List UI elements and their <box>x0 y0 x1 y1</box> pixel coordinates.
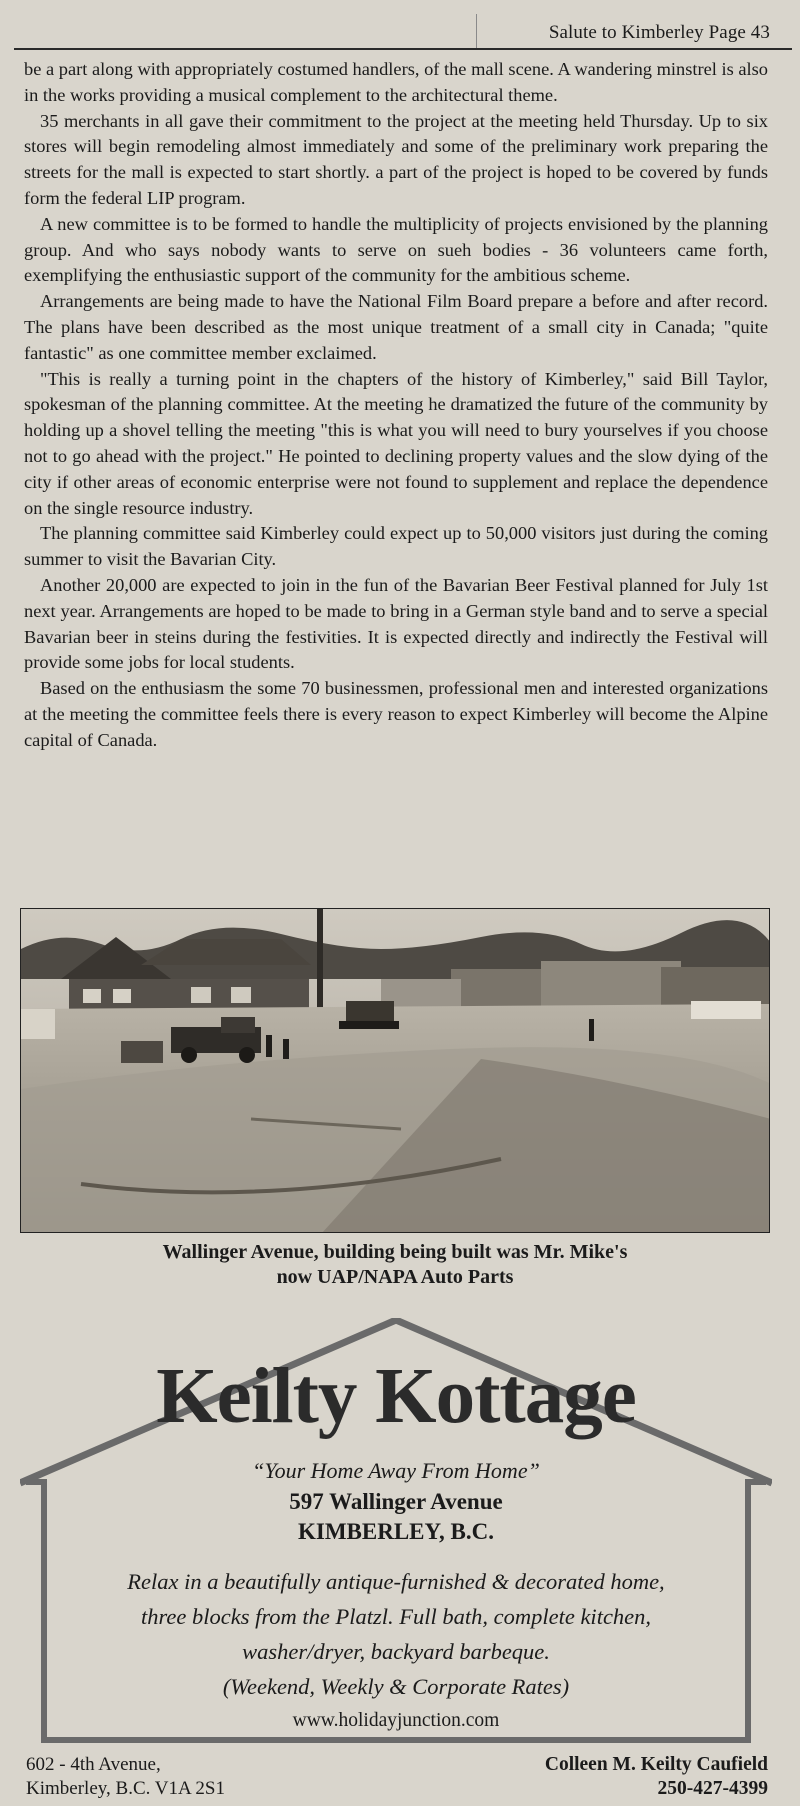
ad-mailing-address <box>26 1753 225 1801</box>
address-line: Kimberley, B.C. V1A 2S1 <box>26 1778 225 1799</box>
photo-illustration <box>21 909 770 1233</box>
caption-line: Wallinger Avenue, building being built was Mr. Mike's <box>162 1241 628 1263</box>
ad-website-link[interactable]: www.holidayjunction.com <box>292 1710 500 1731</box>
article-paragraph: Another 20,000 are expected to join in the fun of the Bavarian Beer Festival planned for July 1st next year. Arrangements are hoped to be made to bring in a German style band and to serve a special Bavarian beer in steins during the festivities. It is expected directly and indirectly the Festival will provide some jobs for local students. <box>24 574 768 673</box>
article-paragraph: 35 merchants in all gave their commitment to the project at the meeting held Thursday. Up to six stores will begin remodeling almost immediately and some of the preliminary work preparing the streets for the mall is expected to start shortly. a part of the project is hoped to be covered by funds form the federal LIP program. <box>24 110 768 208</box>
keilty-kottage-ad <box>20 1318 772 1746</box>
caption-line: now UAP/NAPA Auto Parts <box>276 1266 514 1288</box>
ad-description-line: three blocks from the Platzl. Full bath, complete kitchen, <box>140 1604 652 1629</box>
ad-title: Keilty Kottage <box>156 1353 636 1440</box>
article-paragraph: Based on the enthusiasm the some 70 businessmen, professional men and interested organizations at the meeting the committee feels there is every reason to expect Kimberley will become the Alpine capital of Canada. <box>24 678 768 750</box>
ad-description-line: (Weekend, Weekly & Corporate Rates) <box>222 1674 570 1699</box>
photo-caption <box>20 1240 770 1290</box>
ad-description <box>60 1564 732 1704</box>
ad-contact <box>545 1753 768 1801</box>
ad-address: 597 Wallinger Avenue <box>289 1489 503 1514</box>
ad-city: KIMBERLEY, B.C. <box>298 1519 494 1544</box>
article-paragraph: be a part along with appropriately costumed handlers, of the mall scene. A wandering minstrel is also in the works providing a musical complement to the architectural theme. <box>24 59 768 105</box>
ad-tagline: “Your Home Away From Home” <box>252 1458 540 1483</box>
address-line: 602 - 4th Avenue, <box>26 1754 161 1775</box>
article-paragraph: The planning committee said Kimberley could expect up to 50,000 visitors just during the coming summer to visit the Bavarian City. <box>24 523 768 570</box>
ad-description-line: Relax in a beautifully antique-furnished & decorated home, <box>127 1569 665 1594</box>
ad-description-line: washer/dryer, backyard barbeque. <box>242 1639 550 1664</box>
article-paragraph: A new committee is to be formed to handle the multiplicity of projects envisioned by the planning group. And who says nobody wants to serve on sueh bodies - 36 volunteers came forth, exemplifying the enthusiastic support of the community for the ambitious scheme. <box>24 213 768 286</box>
running-header: Salute to Kimberley Page 43 <box>548 22 770 43</box>
article-paragraph: Arrangements are being made to have the National Film Board prepare a before and after record. The plans have been described as the most unique treatment of a small city in Canada; "quite fantastic" as one committee member exclaimed. <box>24 291 768 363</box>
header-rule <box>14 48 792 50</box>
street-construction-photo <box>20 908 770 1233</box>
header-divider <box>476 14 477 50</box>
article-body <box>24 57 768 754</box>
contact-phone: 250-427-4399 <box>657 1778 768 1799</box>
contact-name: Colleen M. Keilty Caufield <box>544 1754 768 1775</box>
article-paragraph: "This is really a turning point in the chapters of the history of Kimberley," said Bill Taylor, spokesman of the planning committee. At the meeting he dramatized the future of the community by holding up a shovel telling the meeting "this is what you will need to bury yourselves if you choose not to go ahead with the project." He pointed to declining property values and the slow dying of the city if other areas of economic enterprise were not found to supplement and replace the dependence on the single resource industry. <box>24 368 768 518</box>
